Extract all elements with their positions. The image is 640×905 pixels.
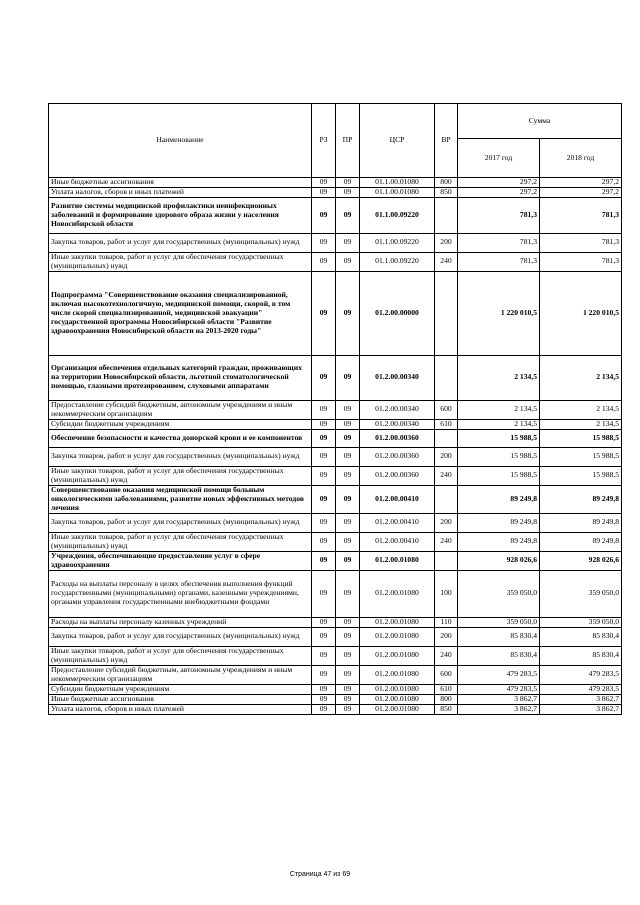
cell-pr: 09	[336, 551, 360, 570]
cell-name: Расходы на выплаты персоналу казенных учреждений	[49, 617, 312, 627]
cell-vr	[435, 551, 458, 570]
cell-sum-2018: 359 050,0	[540, 617, 622, 627]
cell-rz: 09	[312, 466, 336, 485]
table-row	[49, 187, 622, 197]
cell-csr: 01.2.00.00340	[360, 400, 435, 419]
cell-sum-2018: 1 220 010,5	[540, 271, 622, 355]
table-row	[49, 447, 622, 466]
cell-name: Организация обеспечения отдельных категорий граждан, проживающих на территории Новосибирской области, льготной стоматологической помощью, глазными протезированием, слуховыми аппаратами	[49, 355, 312, 400]
cell-name: Развитие системы медицинской профилактики неинфекционных заболеваний и формирование здорового образа жизни у населения Новосибирской области	[49, 197, 312, 233]
cell-name: Закупка товаров, работ и услуг для государственных (муниципальных) нужд	[49, 447, 312, 466]
cell-pr: 09	[336, 252, 360, 271]
cell-name: Субсидии бюджетным учреждениям	[49, 419, 312, 429]
cell-vr: 600	[435, 665, 458, 684]
cell-name: Подпрограмма "Совершенствование оказания специализированной, включая высокотехнологичную, медицинской помощи, скорой, в том числе скорой специализированной, медицинской эвакуации" государственной программы Новосибирской области "Развитие здравоохранения Новосибирской области на 2013-2020 годы"	[49, 271, 312, 355]
cell-sum-2017: 781,3	[458, 252, 540, 271]
cell-name: Иные бюджетные ассигнования	[49, 178, 312, 188]
cell-vr	[435, 355, 458, 400]
cell-sum-2017: 2 134,5	[458, 419, 540, 429]
cell-name: Иные закупки товаров, работ и услуг для обеспечения государственных (муниципальных) нужд	[49, 646, 312, 665]
cell-csr: 01.2.00.00340	[360, 355, 435, 400]
cell-rz: 09	[312, 694, 336, 704]
cell-pr: 09	[336, 485, 360, 513]
cell-vr	[435, 197, 458, 233]
table-row	[49, 532, 622, 551]
cell-csr: 01.2.00.00410	[360, 485, 435, 513]
cell-name: Обеспечение безопасности и качества донорской крови и ее компонентов	[49, 429, 312, 447]
cell-sum-2017: 15 988,5	[458, 447, 540, 466]
cell-sum-2018: 89 249,8	[540, 485, 622, 513]
cell-sum-2017: 85 830,4	[458, 646, 540, 665]
cell-sum-2018: 85 830,4	[540, 627, 622, 646]
table-row	[49, 400, 622, 419]
cell-sum-2018: 2 134,5	[540, 400, 622, 419]
table-row	[49, 646, 622, 665]
cell-sum-2018: 781,3	[540, 233, 622, 252]
cell-sum-2017: 359 050,0	[458, 570, 540, 617]
budget-table	[48, 103, 622, 715]
cell-rz: 09	[312, 419, 336, 429]
cell-name: Закупка товаров, работ и услуг для государственных (муниципальных) нужд	[49, 513, 312, 532]
cell-pr: 09	[336, 694, 360, 704]
cell-name: Иные закупки товаров, работ и услуг для обеспечения государственных (муниципальных) нужд	[49, 252, 312, 271]
cell-name: Совершенствование оказания медицинской помощи больным онкологическими заболеваниями, развитие новых эффективных методов лечения	[49, 485, 312, 513]
cell-vr: 610	[435, 419, 458, 429]
cell-vr	[435, 271, 458, 355]
cell-name: Иные закупки товаров, работ и услуг для обеспечения государственных (муниципальных) нужд	[49, 466, 312, 485]
cell-rz: 09	[312, 646, 336, 665]
table-row	[49, 429, 622, 447]
cell-sum-2018: 479 283,5	[540, 665, 622, 684]
cell-vr: 200	[435, 627, 458, 646]
cell-rz: 09	[312, 447, 336, 466]
cell-vr: 240	[435, 646, 458, 665]
cell-rz: 09	[312, 187, 336, 197]
cell-vr: 200	[435, 513, 458, 532]
cell-csr: 01.2.00.00360	[360, 429, 435, 447]
table-row	[49, 485, 622, 513]
table-row	[49, 551, 622, 570]
cell-sum-2018: 359 050,0	[540, 570, 622, 617]
table-row	[49, 355, 622, 400]
cell-rz: 09	[312, 627, 336, 646]
cell-rz: 09	[312, 704, 336, 714]
table-row	[49, 665, 622, 684]
cell-rz: 09	[312, 617, 336, 627]
cell-rz: 09	[312, 252, 336, 271]
cell-name: Иные бюджетные ассигнования	[49, 694, 312, 704]
cell-sum-2018: 85 830,4	[540, 646, 622, 665]
table-row	[49, 513, 622, 532]
cell-pr: 09	[336, 704, 360, 714]
cell-sum-2018: 2 134,5	[540, 355, 622, 400]
cell-rz: 09	[312, 551, 336, 570]
cell-pr: 09	[336, 617, 360, 627]
cell-sum-2017: 1 220 010,5	[458, 271, 540, 355]
cell-pr: 09	[336, 400, 360, 419]
cell-rz: 09	[312, 532, 336, 551]
table-row	[49, 570, 622, 617]
cell-pr: 09	[336, 466, 360, 485]
cell-sum-2018: 89 249,8	[540, 532, 622, 551]
cell-pr: 09	[336, 233, 360, 252]
cell-sum-2018: 297,2	[540, 178, 622, 188]
cell-rz: 09	[312, 400, 336, 419]
cell-pr: 09	[336, 684, 360, 694]
cell-sum-2017: 3 862,7	[458, 694, 540, 704]
cell-name: Учреждения, обеспечивающие предоставление услуг в сфере здравоохранения	[49, 551, 312, 570]
cell-rz: 09	[312, 178, 336, 188]
cell-vr: 800	[435, 694, 458, 704]
cell-pr: 09	[336, 419, 360, 429]
cell-sum-2018: 479 283,5	[540, 684, 622, 694]
cell-pr: 09	[336, 570, 360, 617]
table-row	[49, 466, 622, 485]
cell-sum-2018: 15 988,5	[540, 429, 622, 447]
cell-sum-2017: 89 249,8	[458, 485, 540, 513]
cell-name: Закупка товаров, работ и услуг для государственных (муниципальных) нужд	[49, 627, 312, 646]
cell-pr: 09	[336, 646, 360, 665]
cell-sum-2017: 359 050,0	[458, 617, 540, 627]
cell-rz: 09	[312, 197, 336, 233]
cell-pr: 09	[336, 187, 360, 197]
cell-csr: 01.2.00.00360	[360, 466, 435, 485]
cell-csr: 01.1.00.01080	[360, 178, 435, 188]
cell-csr: 01.1.00.09220	[360, 252, 435, 271]
table-row	[49, 271, 622, 355]
cell-vr: 200	[435, 447, 458, 466]
cell-name: Расходы на выплаты персоналу в целях обеспечения выполнения функций государственными (муниципальными) органами, казенными учреждениями, органами управления государственными внебюджетными фондами	[49, 570, 312, 617]
table-body	[49, 178, 622, 715]
cell-csr: 01.2.00.00000	[360, 271, 435, 355]
header-csr: ЦСР	[360, 104, 435, 178]
table-row	[49, 197, 622, 233]
header-name: Наименование	[49, 104, 312, 178]
header-vr: ВР	[435, 104, 458, 178]
cell-csr: 01.2.00.00410	[360, 532, 435, 551]
table-row	[49, 617, 622, 627]
header-sum: Сумма	[458, 104, 622, 139]
cell-sum-2017: 479 283,5	[458, 684, 540, 694]
cell-rz: 09	[312, 513, 336, 532]
cell-name: Предоставление субсидий бюджетным, автономным учреждениям и иным некоммерческим организациям	[49, 400, 312, 419]
cell-pr: 09	[336, 513, 360, 532]
cell-sum-2017: 3 862,7	[458, 704, 540, 714]
cell-vr: 200	[435, 233, 458, 252]
cell-csr: 01.2.00.01080	[360, 694, 435, 704]
cell-name: Предоставление субсидий бюджетным, автономным учреждениям и иным некоммерческим организациям	[49, 665, 312, 684]
cell-pr: 09	[336, 627, 360, 646]
cell-vr: 240	[435, 466, 458, 485]
cell-rz: 09	[312, 570, 336, 617]
cell-pr: 09	[336, 532, 360, 551]
cell-sum-2018: 15 988,5	[540, 466, 622, 485]
cell-rz: 09	[312, 485, 336, 513]
cell-vr: 240	[435, 252, 458, 271]
cell-rz: 09	[312, 233, 336, 252]
cell-csr: 01.2.00.01080	[360, 665, 435, 684]
cell-vr	[435, 485, 458, 513]
cell-sum-2017: 781,3	[458, 197, 540, 233]
cell-vr: 800	[435, 178, 458, 188]
cell-name: Закупка товаров, работ и услуг для государственных (муниципальных) нужд	[49, 233, 312, 252]
header-pr: ПР	[336, 104, 360, 178]
cell-name: Иные закупки товаров, работ и услуг для обеспечения государственных (муниципальных) нужд	[49, 532, 312, 551]
cell-csr: 01.1.00.01080	[360, 187, 435, 197]
cell-name: Уплата налогов, сборов и иных платежей	[49, 187, 312, 197]
cell-pr: 09	[336, 447, 360, 466]
cell-csr: 01.2.00.01080	[360, 684, 435, 694]
cell-vr: 850	[435, 187, 458, 197]
cell-sum-2017: 479 283,5	[458, 665, 540, 684]
cell-vr: 600	[435, 400, 458, 419]
cell-pr: 09	[336, 429, 360, 447]
cell-sum-2017: 15 988,5	[458, 466, 540, 485]
cell-sum-2017: 928 026,6	[458, 551, 540, 570]
cell-sum-2018: 781,3	[540, 197, 622, 233]
cell-csr: 01.2.00.00360	[360, 447, 435, 466]
cell-name: Субсидии бюджетным учреждениям	[49, 684, 312, 694]
cell-vr	[435, 429, 458, 447]
cell-sum-2017: 89 249,8	[458, 532, 540, 551]
table-row	[49, 233, 622, 252]
cell-csr: 01.2.00.01080	[360, 646, 435, 665]
cell-rz: 09	[312, 665, 336, 684]
cell-pr: 09	[336, 178, 360, 188]
table-row	[49, 252, 622, 271]
header-year-2018: 2018 год	[540, 139, 622, 178]
cell-sum-2017: 297,2	[458, 187, 540, 197]
cell-sum-2017: 297,2	[458, 178, 540, 188]
table-row	[49, 704, 622, 714]
cell-vr: 610	[435, 684, 458, 694]
cell-csr: 01.2.00.01080	[360, 627, 435, 646]
table-row	[49, 419, 622, 429]
cell-sum-2017: 2 134,5	[458, 400, 540, 419]
page-number: Страница 47 из 69	[289, 871, 351, 878]
cell-pr: 09	[336, 271, 360, 355]
cell-csr: 01.2.00.00340	[360, 419, 435, 429]
cell-sum-2018: 781,3	[540, 252, 622, 271]
cell-vr: 100	[435, 570, 458, 617]
cell-rz: 09	[312, 429, 336, 447]
cell-sum-2017: 15 988,5	[458, 429, 540, 447]
cell-pr: 09	[336, 197, 360, 233]
cell-csr: 01.1.00.09220	[360, 197, 435, 233]
cell-sum-2017: 781,3	[458, 233, 540, 252]
cell-sum-2018: 3 862,7	[540, 694, 622, 704]
cell-sum-2017: 89 249,8	[458, 513, 540, 532]
cell-csr: 01.2.00.01080	[360, 570, 435, 617]
cell-csr: 01.2.00.00410	[360, 513, 435, 532]
cell-sum-2018: 928 026,6	[540, 551, 622, 570]
cell-sum-2017: 2 134,5	[458, 355, 540, 400]
cell-sum-2017: 85 830,4	[458, 627, 540, 646]
cell-csr: 01.2.00.01080	[360, 551, 435, 570]
cell-name: Уплата налогов, сборов и иных платежей	[49, 704, 312, 714]
cell-rz: 09	[312, 355, 336, 400]
cell-csr: 01.1.00.09220	[360, 233, 435, 252]
cell-vr: 850	[435, 704, 458, 714]
cell-pr: 09	[336, 355, 360, 400]
cell-sum-2018: 297,2	[540, 187, 622, 197]
cell-sum-2018: 3 862,7	[540, 704, 622, 714]
cell-sum-2018: 15 988,5	[540, 447, 622, 466]
header-year-2017: 2017 год	[458, 139, 540, 178]
header-rz: РЗ	[312, 104, 336, 178]
table-row	[49, 684, 622, 694]
cell-rz: 09	[312, 684, 336, 694]
cell-csr: 01.2.00.01080	[360, 704, 435, 714]
cell-vr: 240	[435, 532, 458, 551]
cell-vr: 110	[435, 617, 458, 627]
table-row	[49, 178, 622, 188]
table-row	[49, 694, 622, 704]
cell-csr: 01.2.00.01080	[360, 617, 435, 627]
cell-sum-2018: 2 134,5	[540, 419, 622, 429]
cell-pr: 09	[336, 665, 360, 684]
cell-sum-2018: 89 249,8	[540, 513, 622, 532]
table-row	[49, 627, 622, 646]
cell-rz: 09	[312, 271, 336, 355]
